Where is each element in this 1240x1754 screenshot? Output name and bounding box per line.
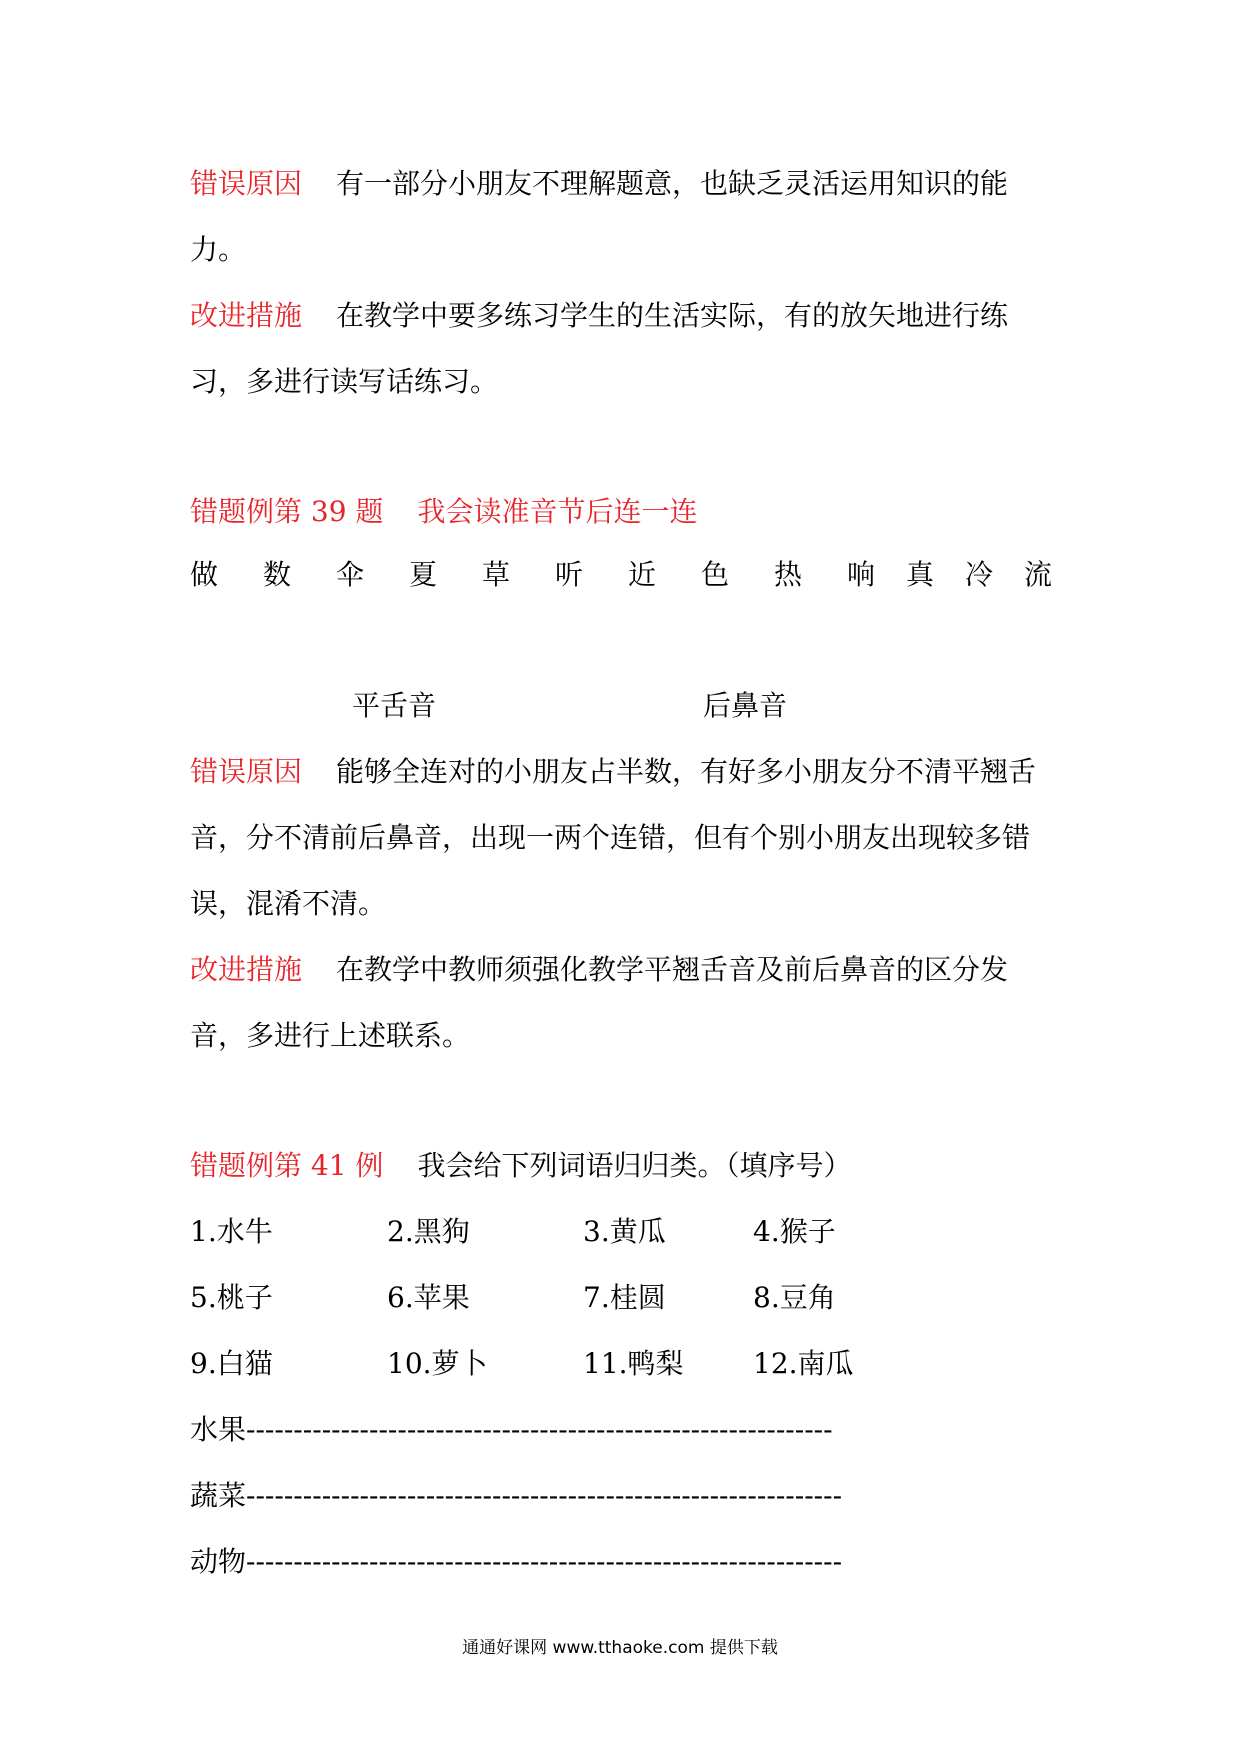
character-item: 伞 bbox=[336, 558, 365, 591]
character-row bbox=[190, 555, 1060, 595]
question-41-label: 错题例第 41 例 bbox=[190, 1149, 384, 1182]
question-41-heading bbox=[190, 1146, 1060, 1186]
reason-text: 能够全连对的小朋友占半数，有好多小朋友分不清平翘舌 bbox=[336, 755, 1037, 788]
reason-paragraph-2 bbox=[190, 752, 1060, 792]
word-item: 6.苹果 bbox=[387, 1281, 470, 1314]
word-item: 2.黑狗 bbox=[387, 1215, 470, 1248]
word-row bbox=[190, 1278, 890, 1318]
character-item: 听 bbox=[555, 558, 584, 591]
measure-paragraph-1 bbox=[190, 296, 1060, 336]
reason-text: 有一部分小朋友不理解题意，也缺乏灵活运用知识的能 bbox=[336, 167, 1009, 200]
question-41-title: 我会给下列词语归归类。（填序号） bbox=[417, 1149, 852, 1182]
page-footer: 通通好课网 www.tthaoke.com 提供下载 bbox=[462, 1638, 778, 1658]
reason-text-continued: 误，混淆不清。 bbox=[190, 887, 387, 920]
animal-answer-line: 动物--------------------------------------------------------------- bbox=[190, 1545, 843, 1578]
question-39-title: 我会读准音节后连一连 bbox=[417, 495, 698, 528]
character-item: 色 bbox=[701, 558, 730, 591]
character-item: 冷 bbox=[965, 558, 994, 591]
reason-text-continued: 力。 bbox=[190, 233, 247, 266]
character-item: 草 bbox=[482, 558, 511, 591]
character-item: 数 bbox=[263, 558, 292, 591]
word-item: 7.桂圆 bbox=[583, 1281, 666, 1314]
category-back-nasal: 后鼻音 bbox=[703, 689, 788, 722]
word-item: 10.萝卜 bbox=[387, 1347, 488, 1380]
character-item: 流 bbox=[1024, 558, 1053, 591]
reason-text-continued: 音，分不清前后鼻音，出现一两个连错，但有个别小朋友出现较多错 bbox=[190, 821, 1031, 854]
character-item: 做 bbox=[190, 558, 219, 591]
reason-label: 错误原因 bbox=[190, 755, 303, 788]
reason-paragraph-1 bbox=[190, 164, 1060, 204]
word-item: 5.桃子 bbox=[190, 1281, 273, 1314]
measure-label: 改进措施 bbox=[190, 953, 303, 986]
word-row bbox=[190, 1344, 890, 1384]
word-row bbox=[190, 1212, 890, 1252]
character-item: 夏 bbox=[409, 558, 438, 591]
measure-text-continued: 音，多进行上述联系。 bbox=[190, 1019, 471, 1052]
word-item: 1.水牛 bbox=[190, 1215, 273, 1248]
word-item: 3.黄瓜 bbox=[583, 1215, 666, 1248]
measure-text: 在教学中教师须强化教学平翘舌音及前后鼻音的区分发 bbox=[336, 953, 1009, 986]
reason-label: 错误原因 bbox=[190, 167, 303, 200]
word-item: 12.南瓜 bbox=[753, 1347, 854, 1380]
measure-label: 改进措施 bbox=[190, 299, 303, 332]
character-item: 响 bbox=[847, 558, 876, 591]
word-item: 11.鸭梨 bbox=[583, 1347, 684, 1380]
category-flat-tongue: 平舌音 bbox=[352, 689, 437, 722]
vegetable-answer-line: 蔬菜--------------------------------------------------------------- bbox=[190, 1479, 843, 1512]
character-item: 热 bbox=[774, 558, 803, 591]
measure-text: 在教学中要多练习学生的生活实际，有的放矢地进行练 bbox=[336, 299, 1009, 332]
word-item: 9.白猫 bbox=[190, 1347, 273, 1380]
measure-text-continued: 习，多进行读写话练习。 bbox=[190, 365, 499, 398]
character-item: 近 bbox=[628, 558, 657, 591]
question-39-heading bbox=[190, 492, 1060, 532]
measure-paragraph-2 bbox=[190, 950, 1060, 990]
word-item: 8.豆角 bbox=[753, 1281, 836, 1314]
character-item: 真 bbox=[906, 558, 935, 591]
word-item: 4.猴子 bbox=[753, 1215, 836, 1248]
fruit-answer-line: 水果-------------------------------------------------------------- bbox=[190, 1413, 833, 1446]
question-39-label: 错题例第 39 题 bbox=[190, 495, 384, 528]
